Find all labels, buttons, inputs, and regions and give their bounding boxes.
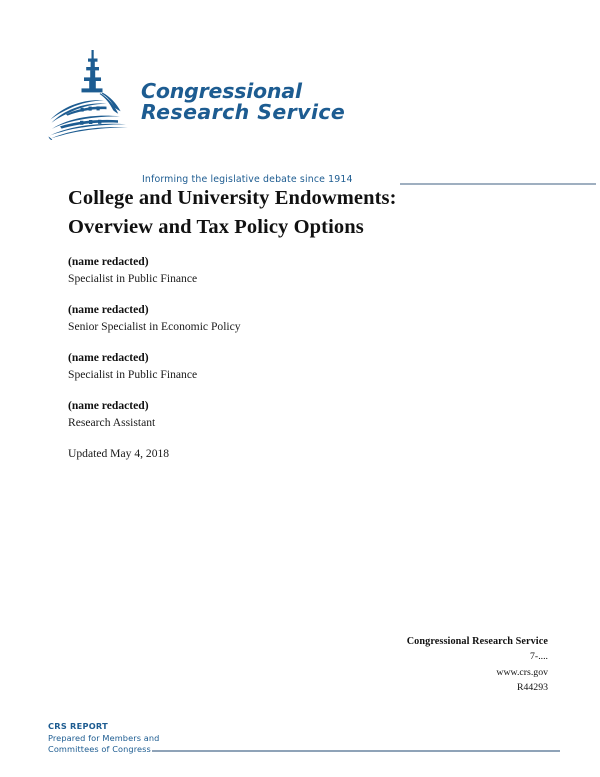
- footer-subtitle-line-1: Prepared for Members and: [48, 732, 160, 743]
- capitol-dome-icon: [48, 48, 144, 140]
- author-role: Senior Specialist in Economic Policy: [68, 319, 241, 333]
- footer: [48, 721, 560, 755]
- author-role: Specialist in Public Finance: [68, 271, 198, 285]
- author-role: Research Assistant: [68, 416, 156, 430]
- imprint-phone: 7-....: [530, 651, 548, 663]
- author-entry: [68, 302, 488, 336]
- wordmark-line-2: Research Service: [141, 100, 346, 125]
- author-name: (name redacted): [68, 255, 149, 268]
- imprint-website[interactable]: www.crs.gov: [496, 666, 548, 678]
- imprint-organization: Congressional Research Service: [406, 635, 548, 647]
- author-entry: [68, 254, 488, 288]
- document-date: Updated May 4, 2018: [68, 446, 170, 460]
- author-entry: [68, 350, 488, 384]
- crs-wordmark: [141, 81, 441, 123]
- masthead: [48, 48, 552, 185]
- page-title-line-1: College and University Endowments:: [68, 186, 397, 209]
- footer-divider: [152, 750, 560, 752]
- imprint-block: [407, 634, 548, 695]
- author-entry: [68, 398, 488, 432]
- wordmark-line-1: Congressional: [141, 79, 302, 103]
- footer-heading: CRS REPORT: [48, 721, 108, 731]
- author-name: (name redacted): [68, 399, 149, 413]
- author-name: (name redacted): [68, 351, 149, 365]
- crs-tagline: Informing the legislative debate since 1914: [142, 174, 353, 185]
- author-list: [68, 254, 488, 460]
- page-title-line-2: Overview and Tax Policy Options: [68, 215, 364, 238]
- imprint-report-number: R44293: [516, 681, 548, 693]
- author-name: (name redacted): [68, 303, 149, 317]
- footer-subtitle-line-2: Committees of Congress: [48, 744, 151, 755]
- page-title: [68, 184, 518, 242]
- author-role: Specialist in Public Finance: [68, 367, 198, 381]
